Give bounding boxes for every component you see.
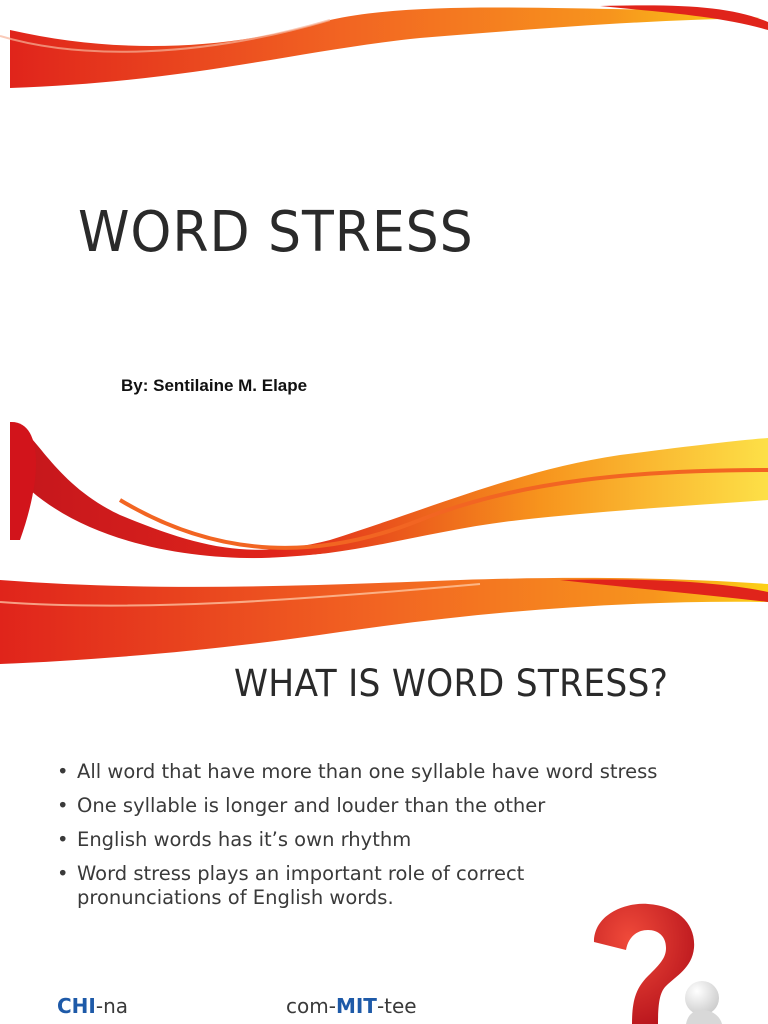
bullet-item: • All word that have more than one syllable have word stress	[57, 760, 707, 784]
unstressed-syllable: com-	[286, 994, 336, 1018]
unstressed-syllable: -tee	[376, 994, 417, 1018]
stressed-syllable: MIT	[335, 994, 377, 1018]
bullet-list	[57, 760, 707, 920]
question-mark-figure-icon	[586, 902, 768, 1024]
stress-example-committee	[286, 994, 417, 1018]
bullet-item: • One syllable is longer and louder than the other	[57, 794, 707, 818]
unstressed-syllable: -na	[95, 994, 129, 1018]
slide-heading: WHAT IS WORD STRESS?	[234, 662, 669, 705]
bullet-item: • English words has it’s own rhythm	[57, 828, 707, 852]
stress-example-china	[57, 994, 128, 1018]
slide-title: WORD STRESS	[78, 200, 474, 265]
author-byline: By: Sentilaine M. Elape	[121, 376, 308, 395]
bullet-item: • Word stress plays an important role of correct pronunciations of English words.	[57, 862, 577, 910]
content-slide	[0, 572, 768, 1024]
stressed-syllable: CHI	[57, 994, 96, 1018]
